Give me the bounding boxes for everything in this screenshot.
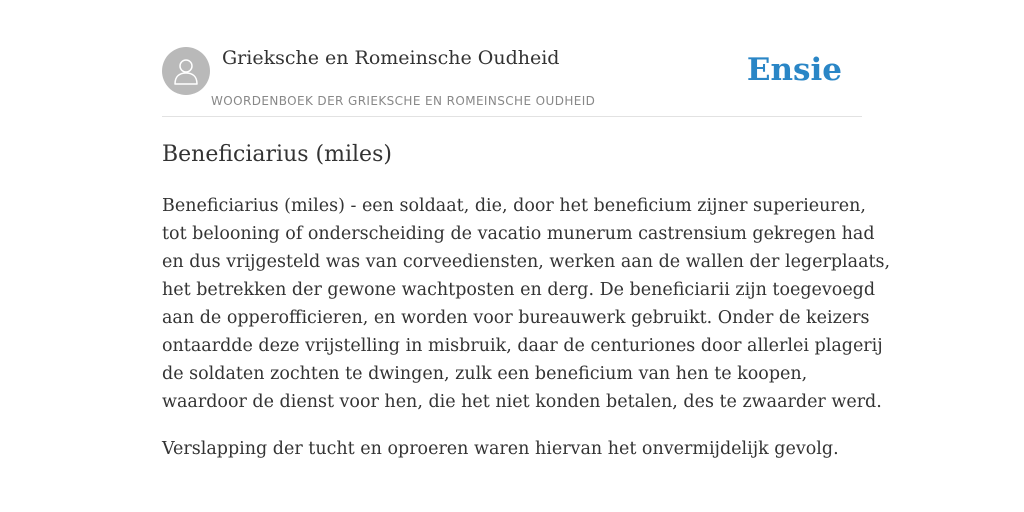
header	[162, 40, 862, 117]
site-subtitle[interactable]: WOORDENBOEK DER GRIEKSCHE EN ROMEINSCHE OUDHEID	[211, 94, 596, 108]
paragraph-line: Beneficiarius (miles) - een soldaat, die, door het beneficium zijner superieuren,	[162, 196, 866, 216]
paragraph-line: het betrekken der gewone wachtposten en derg. De beneficiarii zijn toegevoegd	[162, 280, 876, 300]
paragraph-line: waardoor de dienst voor hen, die het niet konden betalen, des te zwaarder werd.	[162, 392, 882, 412]
brand-logo[interactable]: Ensie	[746, 52, 842, 88]
paragraph-line: ontaardde deze vrijstelling in misbruik, daar de centuriones door allerlei plagerij	[162, 336, 883, 356]
site-title[interactable]: Grieksche en Romeinsche Oudheid	[222, 47, 560, 69]
article	[162, 140, 891, 463]
article-paragraph-1	[162, 192, 891, 416]
user-icon	[172, 56, 200, 86]
paragraph-line: aan de opperofficieren, en worden voor bureauwerk gebruikt. Onder de keizers	[162, 308, 870, 328]
avatar[interactable]	[162, 47, 210, 95]
paragraph-line: en dus vrijgesteld was van corveediensten, werken aan de wallen der legerplaats,	[162, 252, 891, 272]
paragraph-line: de soldaten zochten te dwingen, zulk een beneficium van hen te koopen,	[162, 364, 808, 384]
article-title: Beneficiarius (miles)	[162, 142, 392, 167]
paragraph-line: tot belooning of onderscheiding de vacatio munerum castrensium gekregen had	[162, 224, 875, 244]
article-paragraph-2: Verslapping der tucht en oproeren waren hiervan het onvermijdelijk gevolg.	[162, 439, 839, 459]
